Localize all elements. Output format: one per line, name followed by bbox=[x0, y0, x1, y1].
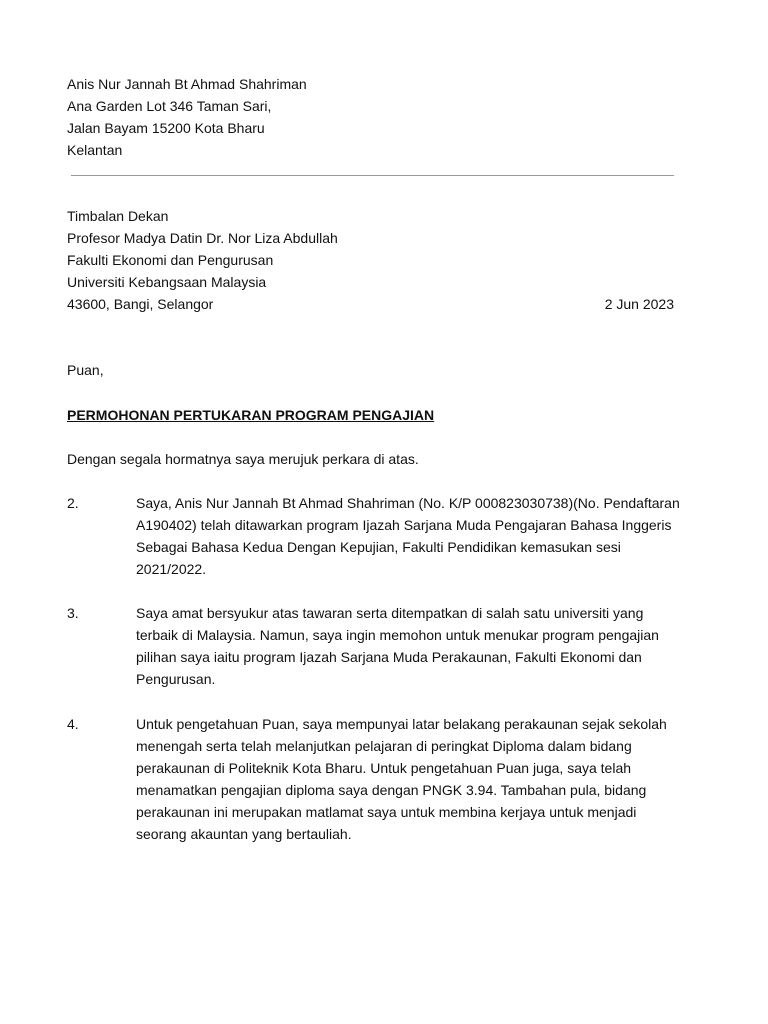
letter-date: 2 Jun 2023 bbox=[604, 296, 674, 312]
sender-address-line: Ana Garden Lot 346 Taman Sari, bbox=[67, 98, 272, 114]
sender-name: Anis Nur Jannah Bt Ahmad Shahriman bbox=[67, 76, 307, 92]
paragraph-line: Saya amat bersyukur atas tawaran serta ditempatkan di salah satu universiti yang bbox=[136, 605, 644, 621]
paragraph-line: perakaunan di Politeknik Kota Bharu. Untuk pengetahuan Puan juga, saya telah bbox=[136, 760, 632, 776]
paragraph-number: 4. bbox=[67, 716, 79, 732]
recipient-address-line: 43600, Bangi, Selangor bbox=[67, 296, 214, 312]
paragraph-line: 2021/2022. bbox=[136, 561, 207, 577]
letter-subject: PERMOHONAN PERTUKARAN PROGRAM PENGAJIAN bbox=[67, 407, 435, 423]
sender-address-line: Jalan Bayam 15200 Kota Bharu bbox=[67, 120, 265, 136]
header-divider bbox=[71, 175, 674, 176]
recipient-address-line: Universiti Kebangsaan Malaysia bbox=[67, 274, 267, 290]
paragraph-line: Untuk pengetahuan Puan, saya mempunyai latar belakang perakaunan sejak sekolah bbox=[136, 716, 667, 732]
recipient-name: Profesor Madya Datin Dr. Nor Liza Abdullah bbox=[67, 230, 338, 246]
paragraph-number: 2. bbox=[67, 495, 79, 511]
paragraph-body bbox=[136, 602, 676, 690]
salutation: Puan, bbox=[67, 362, 104, 378]
paragraph-line: perakaunan ini merupakan matlamat saya untuk membina kerjaya untuk menjadi bbox=[136, 804, 637, 820]
sender-address-line: Kelantan bbox=[67, 142, 123, 158]
paragraph-line: terbaik di Malaysia. Namun, saya ingin memohon untuk menukar program pengajian bbox=[136, 627, 659, 643]
paragraph-line: Sebagai Bahasa Kedua Dengan Kepujian, Fakulti Pendidikan kemasukan sesi bbox=[136, 539, 621, 555]
opening-sentence: Dengan segala hormatnya saya merujuk perkara di atas. bbox=[67, 451, 419, 467]
paragraph-line: menamatkan pengajian diploma saya dengan PNGK 3.94. Tambahan pula, bidang bbox=[136, 782, 647, 798]
recipient-title: Timbalan Dekan bbox=[67, 208, 169, 224]
paragraph-line: menengah serta telah melanjutkan pelajaran di peringkat Diploma dalam bidang bbox=[136, 738, 632, 754]
paragraph-body bbox=[136, 492, 680, 580]
paragraph-number: 3. bbox=[67, 605, 79, 621]
paragraph-line: A190402) telah ditawarkan program Ijazah Sarjana Muda Pengajaran Bahasa Inggeris bbox=[136, 517, 672, 533]
paragraph-line: pilihan saya iaitu program Ijazah Sarjana Muda Perakaunan, Fakulti Ekonomi dan bbox=[136, 649, 642, 665]
paragraph-body bbox=[136, 713, 676, 845]
paragraph-line: Saya, Anis Nur Jannah Bt Ahmad Shahriman (No. K/P 000823030738)(No. Pendaftaran bbox=[136, 495, 680, 511]
paragraph-line: Pengurusan. bbox=[136, 671, 216, 687]
paragraph-line: seorang akauntan yang bertauliah. bbox=[136, 826, 352, 842]
recipient-address-line: Fakulti Ekonomi dan Pengurusan bbox=[67, 252, 274, 268]
